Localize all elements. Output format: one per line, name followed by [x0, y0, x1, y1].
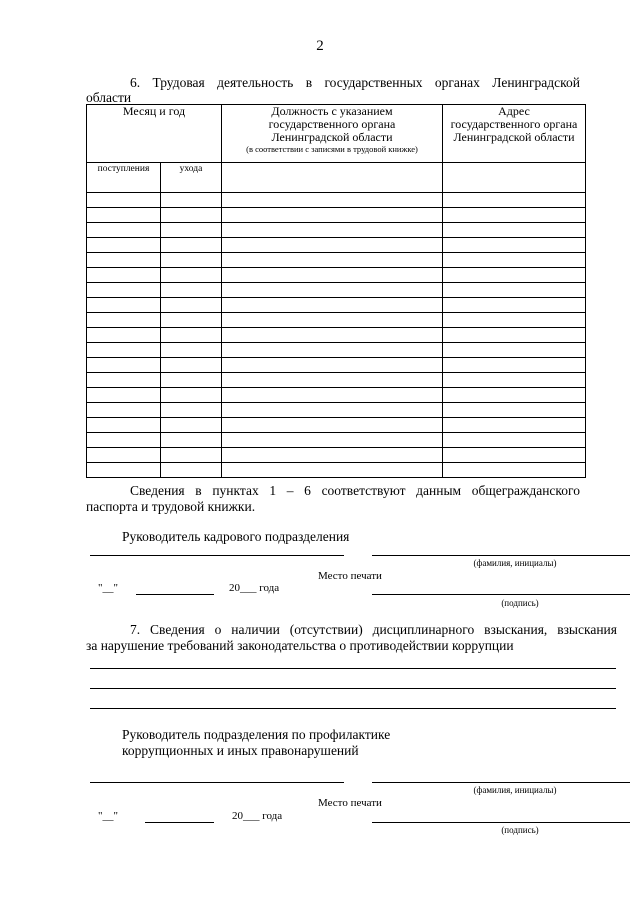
- section6-intro: 6. Трудовая деятельность в государственных органах Ленинградской: [130, 75, 580, 90]
- exit-cell[interactable]: [161, 448, 222, 463]
- entry-cell[interactable]: [87, 373, 161, 388]
- table-row: [87, 283, 586, 298]
- table-row: [87, 328, 586, 343]
- position-cell[interactable]: [222, 418, 443, 433]
- exit-cell[interactable]: [161, 238, 222, 253]
- entry-cell[interactable]: [87, 328, 161, 343]
- entry-cell[interactable]: [87, 463, 161, 478]
- address-cell[interactable]: [443, 253, 586, 268]
- ac-date-month-line[interactable]: [145, 822, 214, 823]
- position-cell[interactable]: [222, 328, 443, 343]
- position-header-line1: Должность с указанием: [271, 104, 393, 118]
- table-row: [87, 238, 586, 253]
- address-header-line2: государственного органа: [450, 117, 578, 131]
- address-header: [443, 105, 586, 163]
- ac-name-line[interactable]: [372, 782, 630, 783]
- entry-cell[interactable]: [87, 193, 161, 208]
- hr-stamp-label: Место печати: [318, 570, 382, 582]
- entry-cell[interactable]: [87, 418, 161, 433]
- table-row: [87, 298, 586, 313]
- exit-cell[interactable]: [161, 253, 222, 268]
- position-header-line3: Ленинградской области: [271, 130, 393, 144]
- position-cell[interactable]: [222, 253, 443, 268]
- position-cell[interactable]: [222, 208, 443, 223]
- exit-cell[interactable]: [161, 418, 222, 433]
- exit-cell[interactable]: [161, 388, 222, 403]
- confirmation-line1: Сведения в пунктах 1 – 6 соответствуют данным общегражданского: [130, 483, 580, 498]
- address-cell[interactable]: [443, 448, 586, 463]
- exit-cell[interactable]: [161, 223, 222, 238]
- ac-date-year: 20___ года: [232, 810, 283, 822]
- ac-role-line2: коррупционных и иных правонарушений: [122, 743, 359, 758]
- entry-cell[interactable]: [87, 448, 161, 463]
- table-row: [87, 223, 586, 238]
- address-cell[interactable]: [443, 463, 586, 478]
- exit-cell[interactable]: [161, 193, 222, 208]
- address-cell[interactable]: [443, 418, 586, 433]
- entry-cell[interactable]: [87, 388, 161, 403]
- hr-signature-line[interactable]: [90, 555, 344, 556]
- entry-subheader: [87, 163, 161, 193]
- entry-cell[interactable]: [87, 298, 161, 313]
- exit-cell[interactable]: [161, 403, 222, 418]
- exit-cell[interactable]: [161, 358, 222, 373]
- position-cell[interactable]: [222, 463, 443, 478]
- exit-subheader-text: ухода: [179, 164, 203, 174]
- position-cell[interactable]: [222, 193, 443, 208]
- section7-answer-line-3[interactable]: [90, 708, 616, 709]
- entry-cell[interactable]: [87, 208, 161, 223]
- position-cell[interactable]: [222, 223, 443, 238]
- table-row: [87, 373, 586, 388]
- exit-cell[interactable]: [161, 313, 222, 328]
- position-cell[interactable]: [222, 358, 443, 373]
- position-cell[interactable]: [222, 448, 443, 463]
- position-cell[interactable]: [222, 388, 443, 403]
- table-row: [87, 208, 586, 223]
- entry-cell[interactable]: [87, 238, 161, 253]
- entry-cell[interactable]: [87, 358, 161, 373]
- entry-cell[interactable]: [87, 433, 161, 448]
- address-cell[interactable]: [443, 298, 586, 313]
- exit-cell[interactable]: [161, 433, 222, 448]
- confirmation-line2: паспорта и трудовой книжки.: [86, 499, 256, 514]
- section6-intro-cont: области: [86, 90, 132, 105]
- hr-date-month-line[interactable]: [136, 594, 214, 595]
- entry-cell[interactable]: [87, 403, 161, 418]
- exit-subheader: [161, 163, 222, 193]
- exit-cell[interactable]: [161, 268, 222, 283]
- position-cell[interactable]: [222, 343, 443, 358]
- address-cell[interactable]: [443, 328, 586, 343]
- position-cell[interactable]: [222, 283, 443, 298]
- table-row: [87, 358, 586, 373]
- address-cell[interactable]: [443, 163, 586, 193]
- position-cell[interactable]: [222, 238, 443, 253]
- position-cell[interactable]: [222, 313, 443, 328]
- exit-cell[interactable]: [161, 283, 222, 298]
- position-cell[interactable]: [222, 403, 443, 418]
- address-cell[interactable]: [443, 268, 586, 283]
- exit-cell[interactable]: [161, 373, 222, 388]
- ac-role-line1: Руководитель подразделения по профилактике: [122, 727, 391, 742]
- work-history-table: [86, 104, 586, 478]
- address-cell[interactable]: [443, 313, 586, 328]
- exit-cell[interactable]: [161, 343, 222, 358]
- position-cell[interactable]: [222, 268, 443, 283]
- exit-cell[interactable]: [161, 298, 222, 313]
- entry-cell[interactable]: [87, 253, 161, 268]
- hr-signature-caption: (подпись): [501, 598, 539, 608]
- entry-cell[interactable]: [87, 283, 161, 298]
- address-cell[interactable]: [443, 223, 586, 238]
- position-header: [222, 105, 443, 163]
- entry-cell[interactable]: [87, 223, 161, 238]
- exit-cell[interactable]: [161, 208, 222, 223]
- address-cell[interactable]: [443, 343, 586, 358]
- address-cell[interactable]: [443, 373, 586, 388]
- table-row: [87, 433, 586, 448]
- section7-answer-line-1[interactable]: [90, 668, 616, 669]
- entry-cell[interactable]: [87, 343, 161, 358]
- section7-line1: 7. Сведения о наличии (отсутствии) дисциплинарного взыскания, взыскания: [130, 622, 617, 637]
- ac-signature-line[interactable]: [90, 782, 344, 783]
- table-row: [87, 403, 586, 418]
- month-year-header: [87, 105, 222, 163]
- position-cell[interactable]: [222, 373, 443, 388]
- hr-name-caption: (фамилия, инициалы): [473, 558, 557, 568]
- table-row: [87, 253, 586, 268]
- position-header-note: (в соответствии с записями в трудовой книжке): [246, 144, 418, 154]
- address-cell[interactable]: [443, 388, 586, 403]
- hr-signature-right-line[interactable]: [372, 594, 630, 595]
- exit-cell[interactable]: [161, 328, 222, 343]
- table-row: [87, 418, 586, 433]
- table-row: [87, 268, 586, 283]
- position-header-line2: государственного органа: [268, 117, 396, 131]
- ac-signature-right-line[interactable]: [372, 822, 630, 823]
- exit-cell[interactable]: [161, 463, 222, 478]
- position-cell[interactable]: [222, 298, 443, 313]
- ac-name-caption: (фамилия, инициалы): [473, 785, 557, 795]
- address-cell[interactable]: [443, 403, 586, 418]
- table-row: [87, 193, 586, 208]
- address-header-line1: Адрес: [498, 104, 530, 118]
- entry-cell[interactable]: [87, 268, 161, 283]
- table-row: [87, 313, 586, 328]
- table-row: [87, 388, 586, 403]
- address-cell[interactable]: [443, 238, 586, 253]
- table-row: [87, 448, 586, 463]
- address-cell[interactable]: [443, 433, 586, 448]
- address-cell[interactable]: [443, 208, 586, 223]
- entry-cell[interactable]: [87, 313, 161, 328]
- address-cell[interactable]: [443, 193, 586, 208]
- position-cell[interactable]: [222, 433, 443, 448]
- entry-subheader-text: поступления: [97, 164, 150, 174]
- section7-answer-line-2[interactable]: [90, 688, 616, 689]
- table-row: [87, 343, 586, 358]
- ac-date-quotes: "__": [98, 810, 118, 822]
- ac-signature-caption: (подпись): [501, 825, 539, 835]
- hr-name-line[interactable]: [372, 555, 630, 556]
- address-cell[interactable]: [443, 358, 586, 373]
- ac-stamp-label: Место печати: [318, 797, 382, 809]
- month-year-header-text: Месяц и год: [122, 104, 186, 118]
- section7-line2: за нарушение требований законодательства о противодействии коррупции: [86, 638, 514, 653]
- address-cell[interactable]: [443, 283, 586, 298]
- page-number: 2: [316, 38, 324, 54]
- hr-role: Руководитель кадрового подразделения: [122, 529, 350, 544]
- hr-date-quotes: "__": [98, 582, 118, 594]
- position-cell[interactable]: [222, 163, 443, 193]
- address-header-line3: Ленинградской области: [453, 130, 575, 144]
- table-row: [87, 463, 586, 478]
- hr-date-year: 20___ года: [229, 582, 280, 594]
